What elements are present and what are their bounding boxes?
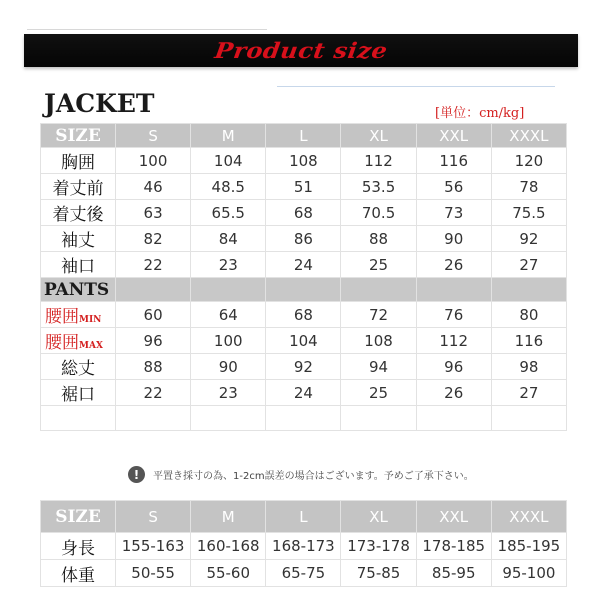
table-cell: 65-75 bbox=[266, 560, 341, 587]
banner-title: Product size bbox=[212, 37, 390, 64]
table-cell bbox=[41, 406, 116, 431]
table-cell: 51 bbox=[266, 174, 341, 200]
size-header-label: SIZE bbox=[41, 501, 116, 533]
size-header-cell: M bbox=[191, 124, 266, 148]
size-header-cell: XXL bbox=[416, 501, 491, 533]
table-cell: 155-163 bbox=[116, 533, 191, 560]
table-row bbox=[41, 252, 567, 278]
table-cell: 104 bbox=[266, 328, 341, 354]
table-cell: 100 bbox=[191, 328, 266, 354]
size-header-cell: XXXL bbox=[491, 124, 566, 148]
table-cell: 86 bbox=[266, 226, 341, 252]
table-cell bbox=[416, 406, 491, 431]
table-cell: 75-85 bbox=[341, 560, 416, 587]
table-cell bbox=[491, 278, 566, 302]
table-cell: 27 bbox=[491, 252, 566, 278]
table-cell: 27 bbox=[491, 380, 566, 406]
table-cell: 112 bbox=[341, 148, 416, 174]
row-label: 着丈後 bbox=[41, 200, 116, 226]
table-cell: 96 bbox=[116, 328, 191, 354]
table-cell: 63 bbox=[116, 200, 191, 226]
table-cell: 90 bbox=[416, 226, 491, 252]
table-row bbox=[41, 148, 567, 174]
table-cell: 48.5 bbox=[191, 174, 266, 200]
table-cell bbox=[116, 406, 191, 431]
table-cell: 98 bbox=[491, 354, 566, 380]
table-cell: 68 bbox=[266, 200, 341, 226]
table-row bbox=[41, 200, 567, 226]
table-cell: 85-95 bbox=[416, 560, 491, 587]
blank-row bbox=[41, 406, 567, 431]
jacket-title: JACKET bbox=[44, 89, 155, 118]
table-cell: 116 bbox=[491, 328, 566, 354]
table-cell: 92 bbox=[266, 354, 341, 380]
table-cell: 46 bbox=[116, 174, 191, 200]
table-cell: 78 bbox=[491, 174, 566, 200]
table-cell: 92 bbox=[491, 226, 566, 252]
jacket-pants-size-table bbox=[40, 123, 567, 431]
table-cell: 108 bbox=[266, 148, 341, 174]
table-row bbox=[41, 354, 567, 380]
table-cell: 73 bbox=[416, 200, 491, 226]
row-label: 体重 bbox=[41, 560, 116, 587]
table-cell bbox=[116, 278, 191, 302]
size-header-cell: S bbox=[116, 501, 191, 533]
table-cell: 26 bbox=[416, 380, 491, 406]
row-label: 袖丈 bbox=[41, 226, 116, 252]
table-cell: 75.5 bbox=[491, 200, 566, 226]
table-cell: 26 bbox=[416, 252, 491, 278]
row-label: 裾口 bbox=[41, 380, 116, 406]
table-cell: 185-195 bbox=[491, 533, 566, 560]
table-cell: 94 bbox=[341, 354, 416, 380]
row-label: 腰囲MAX bbox=[41, 328, 116, 354]
unit-label: [単位：cm/kg] bbox=[435, 106, 525, 121]
size-header-cell: L bbox=[266, 124, 341, 148]
table-cell: 160-168 bbox=[191, 533, 266, 560]
row-label: 袖口 bbox=[41, 252, 116, 278]
table-cell: 64 bbox=[191, 302, 266, 328]
size-header-cell: M bbox=[191, 501, 266, 533]
exclamation-icon: ! bbox=[128, 466, 145, 483]
size-guide-table bbox=[40, 500, 567, 587]
table-cell: 23 bbox=[191, 380, 266, 406]
table-cell: 108 bbox=[341, 328, 416, 354]
table-row bbox=[41, 560, 567, 587]
table-row bbox=[41, 533, 567, 560]
table-cell: 22 bbox=[116, 252, 191, 278]
table-cell bbox=[191, 278, 266, 302]
row-label: 胸囲 bbox=[41, 148, 116, 174]
product-size-banner bbox=[24, 34, 578, 67]
table-cell bbox=[191, 406, 266, 431]
table-row bbox=[41, 174, 567, 200]
table-cell bbox=[341, 278, 416, 302]
table-cell: 95-100 bbox=[491, 560, 566, 587]
table-cell: 53.5 bbox=[341, 174, 416, 200]
table-cell: 173-178 bbox=[341, 533, 416, 560]
table-cell: 80 bbox=[491, 302, 566, 328]
size-header-cell: XXXL bbox=[491, 501, 566, 533]
table-cell: 68 bbox=[266, 302, 341, 328]
table-cell bbox=[491, 406, 566, 431]
table-cell bbox=[341, 406, 416, 431]
table-cell: 96 bbox=[416, 354, 491, 380]
table-cell: 178-185 bbox=[416, 533, 491, 560]
table-cell: 55-60 bbox=[191, 560, 266, 587]
size-header-cell: S bbox=[116, 124, 191, 148]
table-cell: 60 bbox=[116, 302, 191, 328]
table-cell bbox=[266, 406, 341, 431]
table-cell: 56 bbox=[416, 174, 491, 200]
table-cell: 112 bbox=[416, 328, 491, 354]
table-cell: 50-55 bbox=[116, 560, 191, 587]
size-guide-header-row bbox=[41, 501, 567, 533]
table-cell: 22 bbox=[116, 380, 191, 406]
size-header-cell: XL bbox=[341, 124, 416, 148]
table-row bbox=[41, 226, 567, 252]
row-label: 腰囲MIN bbox=[41, 302, 116, 328]
table-cell bbox=[416, 278, 491, 302]
size-header-label: SIZE bbox=[41, 124, 116, 148]
row-label: 総丈 bbox=[41, 354, 116, 380]
table-cell: 90 bbox=[191, 354, 266, 380]
table-row bbox=[41, 328, 567, 354]
table-cell: 76 bbox=[416, 302, 491, 328]
table-cell: 100 bbox=[116, 148, 191, 174]
jacket-header-row bbox=[41, 124, 567, 148]
row-label: 着丈前 bbox=[41, 174, 116, 200]
table-cell bbox=[266, 278, 341, 302]
pants-header-row bbox=[41, 278, 567, 302]
table-cell: 120 bbox=[491, 148, 566, 174]
row-label: 身長 bbox=[41, 533, 116, 560]
table-cell: 168-173 bbox=[266, 533, 341, 560]
table-row bbox=[41, 302, 567, 328]
table-cell: 23 bbox=[191, 252, 266, 278]
measurement-note bbox=[128, 466, 474, 483]
table-cell: 25 bbox=[341, 252, 416, 278]
table-cell: 65.5 bbox=[191, 200, 266, 226]
table-cell: 24 bbox=[266, 252, 341, 278]
table-cell: 84 bbox=[191, 226, 266, 252]
size-header-cell: L bbox=[266, 501, 341, 533]
table-cell: 82 bbox=[116, 226, 191, 252]
table-cell: 70.5 bbox=[341, 200, 416, 226]
table-cell: 72 bbox=[341, 302, 416, 328]
table-cell: 116 bbox=[416, 148, 491, 174]
top-divider bbox=[27, 29, 267, 30]
pants-title: PANTS bbox=[41, 278, 116, 302]
table-cell: 88 bbox=[116, 354, 191, 380]
table-cell: 24 bbox=[266, 380, 341, 406]
header-divider bbox=[277, 86, 555, 87]
note-text: 平置き採寸の為、1-2cm誤差の場合はございます。予めご了承下さい。 bbox=[153, 471, 474, 482]
table-row bbox=[41, 380, 567, 406]
table-cell: 25 bbox=[341, 380, 416, 406]
size-header-cell: XXL bbox=[416, 124, 491, 148]
table-cell: 104 bbox=[191, 148, 266, 174]
table-cell: 88 bbox=[341, 226, 416, 252]
size-header-cell: XL bbox=[341, 501, 416, 533]
